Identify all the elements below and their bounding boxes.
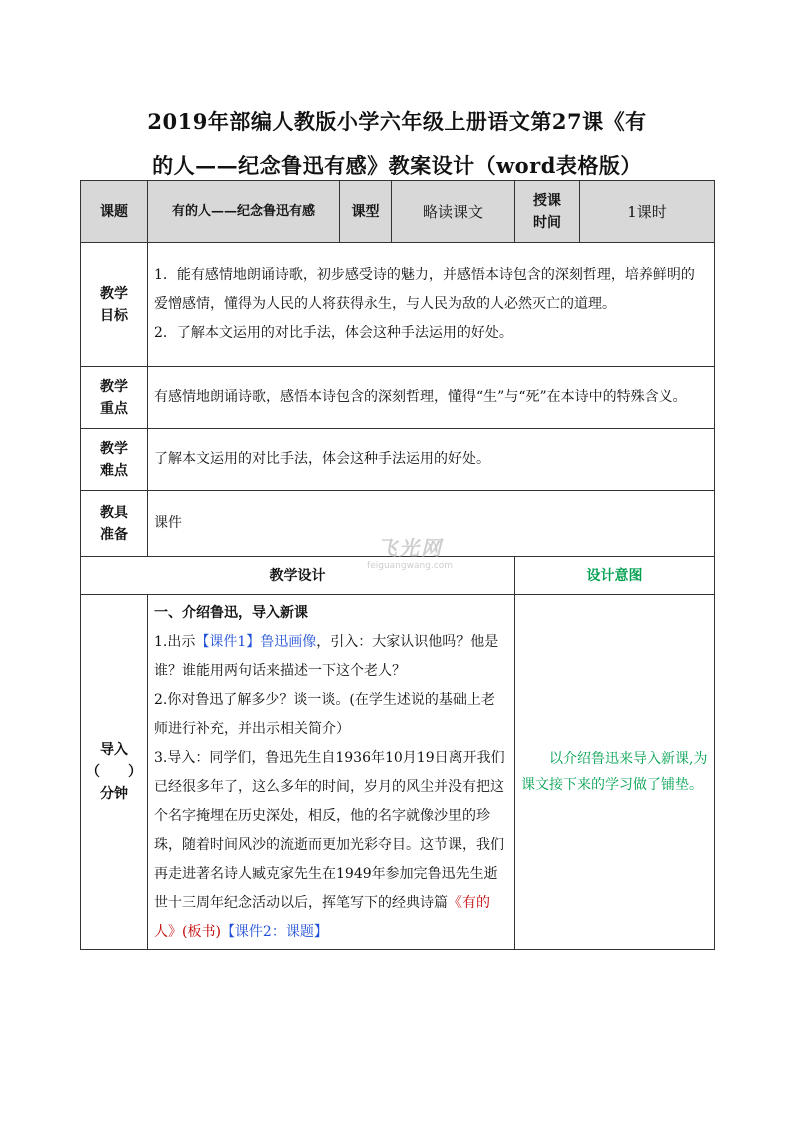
intro-label-line-3: 分钟 [100,786,128,802]
intro-heading: 一、介绍鲁迅，导入新课 [154,605,308,621]
blackboard-note: (板书) [182,924,221,940]
design-header: 教学设计 [81,557,515,595]
header-row [81,181,715,243]
intro-paragraph-2: 2.你对鲁迅了解多少？谈一谈。(在学生述说的基础上老师进行补充，并出示相关简介） [154,692,495,737]
poem-title-ref: 《有的人》 [154,895,490,940]
intro-row [81,595,715,950]
goals-content [148,243,715,367]
intro-label-line-2: （ ） [86,764,142,780]
section-header-row [81,557,715,595]
intro-paragraph-3: 3.导入：同学们，鲁迅先生自1936年10月19日离开我们已经很多年了，这么多年的时间，岁月的风尘并没有把这个名字掩埋在历史深处，相反，他的名字就像沙里的珍珠，随着时间风沙的流逝而更加光彩夺目。这节课，我们再走进著名诗人臧克家先生在1949年参加完鲁迅先生逝世十三周年纪念活动以后，挥笔写下的经典诗篇《有的人》(板书)【课件2：课题】 [154,750,505,940]
difficulties-label: 教学难点 [81,429,148,491]
intro-paragraph-1: 1.出示【课件1】鲁迅画像，引入：大家认识他吗？他是谁？谁能用两句话来描述一下这个老人？ [154,634,499,679]
courseware-2-ref: 【课件2：课题】 [220,924,328,940]
key-points-row [81,367,715,429]
intent-header: 设计意图 [515,557,715,595]
topic-label: 课题 [81,181,148,243]
title-line-2: 的人——纪念鲁迅有感》教案设计（word表格版） [152,153,642,178]
key-points-label: 教学重点 [81,367,148,429]
goal-item-2: 2．了解本文运用的对比手法，体会这种手法运用的好处。 [154,325,513,341]
key-points-text: 有感情地朗诵诗歌，感悟本诗包含的深刻哲理，懂得“生”与“死”在本诗中的特殊含义。 [148,367,715,429]
time-label: 授课时间 [515,181,580,243]
goals-row [81,243,715,367]
time-value: 1课时 [580,181,715,243]
watermark-main: 飞光网 [377,536,443,560]
intro-label-line-1: 导入 [100,742,128,758]
intro-intent: 以介绍鲁迅来导入新课,为课文接下来的学习做了铺垫。 [515,595,715,950]
difficulties-text: 了解本文运用的对比手法，体会这种手法运用的好处。 [148,429,715,491]
courseware-1-ref: 【课件1】鲁迅画像 [195,634,317,650]
topic-value: 有的人——纪念鲁迅有感 [148,181,340,243]
type-value: 略读课文 [392,181,515,243]
materials-text: 课件 [148,491,715,557]
intro-content [148,595,515,950]
goal-item-1: 1．能有感情地朗诵诗歌，初步感受诗的魅力，并感悟本诗包含的深刻哲理，培养鲜明的爱憎感情，懂得为人民的人将获得永生，与人民为敌的人必然灭亡的道理。 [154,267,695,312]
type-label: 课型 [340,181,392,243]
watermark-sub: feiguangwang.com [367,561,453,571]
difficulties-row [81,429,715,491]
intro-label [81,595,148,950]
lesson-plan-table [80,180,715,950]
materials-row [81,491,715,557]
title-line-1: 2019年部编人教版小学六年级上册语文第27课《有 [147,109,647,134]
document-title [80,100,714,188]
goals-label: 教学目标 [81,243,148,367]
materials-label: 教具准备 [81,491,148,557]
